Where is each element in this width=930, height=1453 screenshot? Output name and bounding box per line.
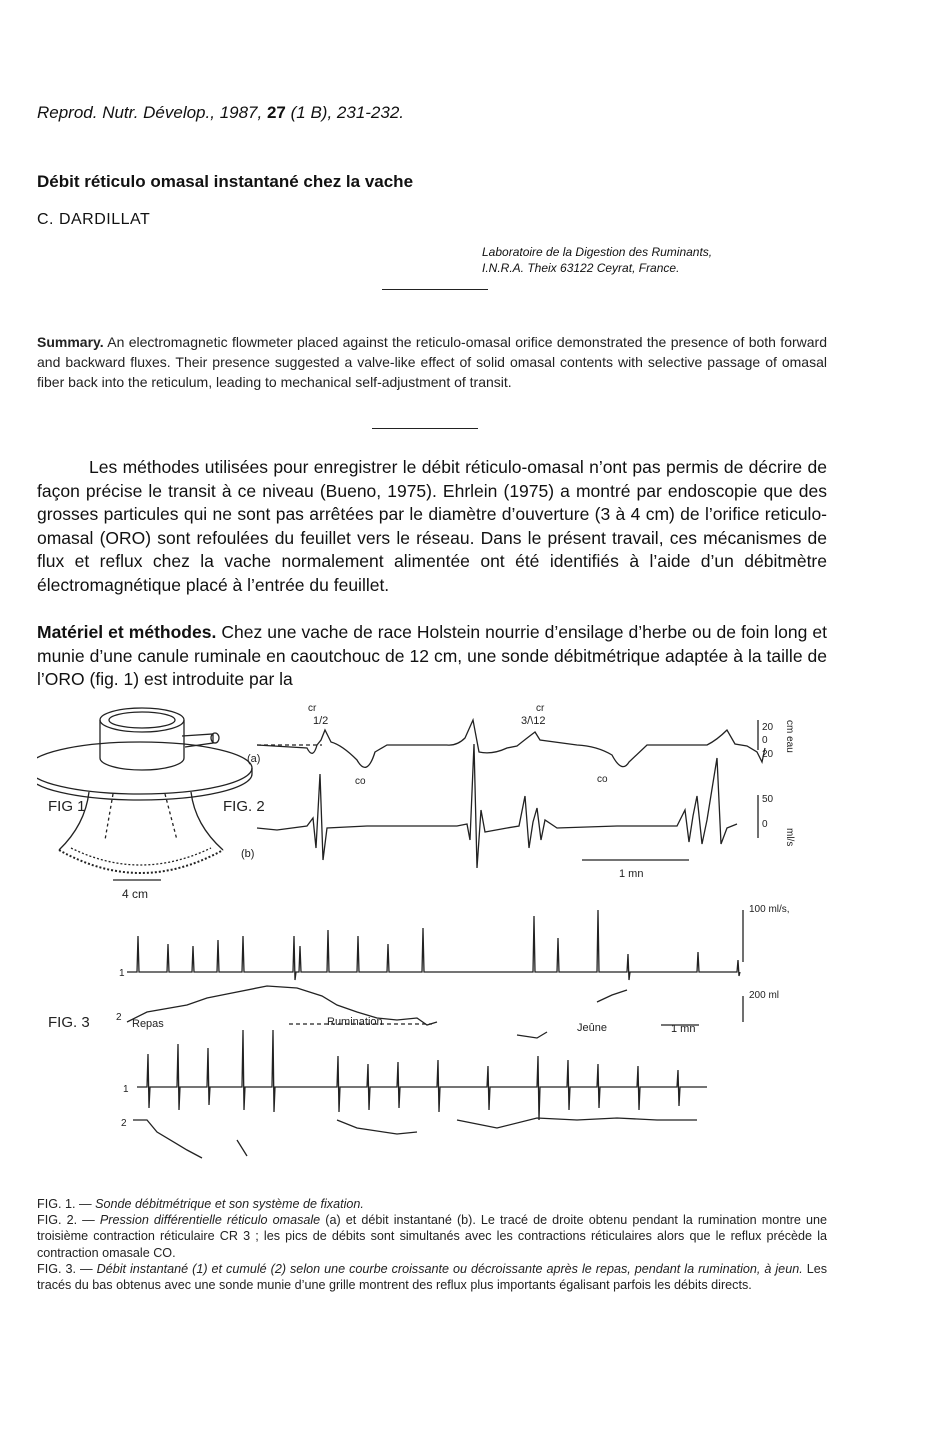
fig1-label: FIG 1 bbox=[48, 798, 86, 815]
caption-fig2-italic: Pression différentielle réticulo omasale bbox=[99, 1213, 321, 1228]
fig3-trace-2-label: 2 bbox=[116, 1012, 122, 1023]
grid-probe-trace-2 bbox=[133, 1118, 697, 1158]
fig2-trace-b-label: (b) bbox=[241, 848, 255, 860]
fig3-time-scale: 1 mn bbox=[671, 1023, 696, 1035]
body-paragraph-2 bbox=[37, 621, 827, 692]
journal-year: 1987, bbox=[219, 103, 263, 122]
article-title: Débit réticulo omasal instantané chez la vache bbox=[37, 172, 414, 191]
co-label-1: co bbox=[355, 776, 366, 787]
fig1-scale: 4 cm bbox=[122, 887, 149, 901]
cr-label-1: cr bbox=[308, 703, 317, 714]
fig3-flow-scale: 100 ml/s, bbox=[749, 904, 790, 915]
fig2-trace-a-label: (a) bbox=[247, 753, 261, 765]
journal-volume: 27 bbox=[266, 103, 286, 122]
rumination-label: Rumination bbox=[327, 1016, 383, 1028]
caption-fig3-ref: FIG. 3. — bbox=[37, 1261, 93, 1276]
pressure-trace-a bbox=[257, 720, 765, 767]
journal-pages: (1 B), 231-232. bbox=[290, 103, 405, 122]
cumulated-flow-trace-2 bbox=[127, 986, 627, 1038]
affiliation bbox=[482, 244, 712, 276]
fig3-label: FIG. 3 bbox=[48, 1014, 90, 1031]
body-paragraph-1: Les méthodes utilisées pour enregistrer le débit réticulo-omasal n’ont pas permis de décrire de façon précise le transit à ce niveau (Bueno, 1975). Ehrlein (1975) a montré par endoscopie que des grosses particules qui ne sont pas arrêtées par le diamètre d’ouverture (3 à 4 cm) de l’orifice reticulo-omasal (ORO) sont refoulées du feuillet vers le réseau. Dans le présent travail, ces mécanismes de flux et reflux chez la vache normalement alimentée ont été identifiés à l’aide d’un débitmètre électromagnétique placé à l’entrée du feuillet. bbox=[37, 457, 827, 595]
methods-label: Matériel et méthodes. bbox=[37, 622, 217, 642]
flow-tick-zero: 0 bbox=[762, 819, 768, 830]
summary-paragraph bbox=[37, 332, 827, 392]
summary-text: An electromagnetic flowmeter placed against the reticulo-omasal orifice demonstrated the presence of both forward and backward fluxes. Their presence suggested a valve-like effect of solid omasal contents with selective passage of omasal fiber back into the reticulum, leading to mechanical self-adjustment of transit. bbox=[37, 334, 827, 390]
summary-label: Summary. bbox=[37, 334, 104, 350]
fig2-label: FIG. 2 bbox=[223, 798, 265, 815]
caption-fig3-italic: Débit instantané (1) et cumulé (2) selon une courbe croissante ou décroissante après le repas, pendant la rumination, à jeun. bbox=[96, 1261, 803, 1276]
caption-fig3 bbox=[37, 1261, 827, 1293]
pressure-unit: cm eau bbox=[784, 720, 795, 753]
grid-probe-trace-1 bbox=[137, 1030, 707, 1120]
grid-trace-1-label: 1 bbox=[123, 1084, 129, 1095]
journal-name: Reprod. Nutr. Dévelop., bbox=[37, 103, 215, 122]
caption-fig2-text: (a) et débit instantané (b). Le tracé de droite obtenu pendant la rumination montre une troisième contraction réticulaire CR 3 ; les pics de débits sont simultanés avec les contractions réticulaires alors que le reflux précède la contraction omasale CO. bbox=[37, 1213, 828, 1260]
fig3-trace-1-label: 1 bbox=[119, 968, 125, 979]
cr-12-label: 1/2 bbox=[313, 715, 329, 727]
pressure-tick-top: 20 bbox=[762, 722, 774, 733]
co-label-2: co bbox=[597, 774, 608, 785]
caption-fig1-text: Sonde débitmétrique et son système de fixation. bbox=[95, 1197, 364, 1211]
flow-tick-top: 50 bbox=[762, 794, 774, 805]
affiliation-line-2: I.N.R.A. Theix 63122 Ceyrat, France. bbox=[482, 261, 680, 275]
cr-312-label: 3/\12 bbox=[521, 715, 546, 727]
figure-captions bbox=[37, 1196, 827, 1293]
methods-text: Chez une vache de race Holstein nourrie d’ensilage d’herbe ou de foin long et munie d’une canule ruminale en caoutchouc de 12 cm, une sonde débitmétrique adaptée à la taille de l’ORO (fig. 1) est introduite par la bbox=[37, 622, 827, 689]
caption-fig1 bbox=[37, 1196, 827, 1212]
article-author: C. DARDILLAT bbox=[37, 211, 151, 228]
flow-unit: ml/s bbox=[784, 828, 795, 847]
fig2-time-scale: 1 mn bbox=[619, 868, 644, 880]
fig3-volume-scale: 200 ml bbox=[749, 990, 780, 1001]
separator-rule-2 bbox=[372, 428, 478, 429]
figures-panel bbox=[37, 700, 827, 1188]
cr-label-2: cr bbox=[536, 703, 545, 714]
grid-trace-2-label: 2 bbox=[121, 1118, 127, 1129]
flow-trace-b bbox=[257, 744, 737, 868]
flowmeter-probe-drawing bbox=[37, 708, 255, 880]
caption-fig3-text: Les tracés du bas obtenus avec une sonde munie d’une grille montrent des reflux plus importants égalisant parfois les débits directs. bbox=[37, 1261, 828, 1293]
pressure-tick-bottom: 20 bbox=[762, 749, 774, 760]
pressure-tick-mid: 0 bbox=[762, 735, 768, 746]
caption-fig2 bbox=[37, 1212, 827, 1261]
instant-flow-trace-1 bbox=[127, 910, 740, 980]
repas-label: Repas bbox=[132, 1018, 164, 1030]
affiliation-line-1: Laboratoire de la Digestion des Ruminants, bbox=[482, 245, 713, 259]
journal-citation bbox=[37, 103, 404, 123]
caption-fig1-ref: FIG. 1. — bbox=[37, 1197, 92, 1211]
jeune-label: Jeûne bbox=[577, 1022, 607, 1034]
caption-fig2-ref: FIG. 2. — bbox=[37, 1213, 95, 1228]
separator-rule-1 bbox=[382, 289, 488, 290]
